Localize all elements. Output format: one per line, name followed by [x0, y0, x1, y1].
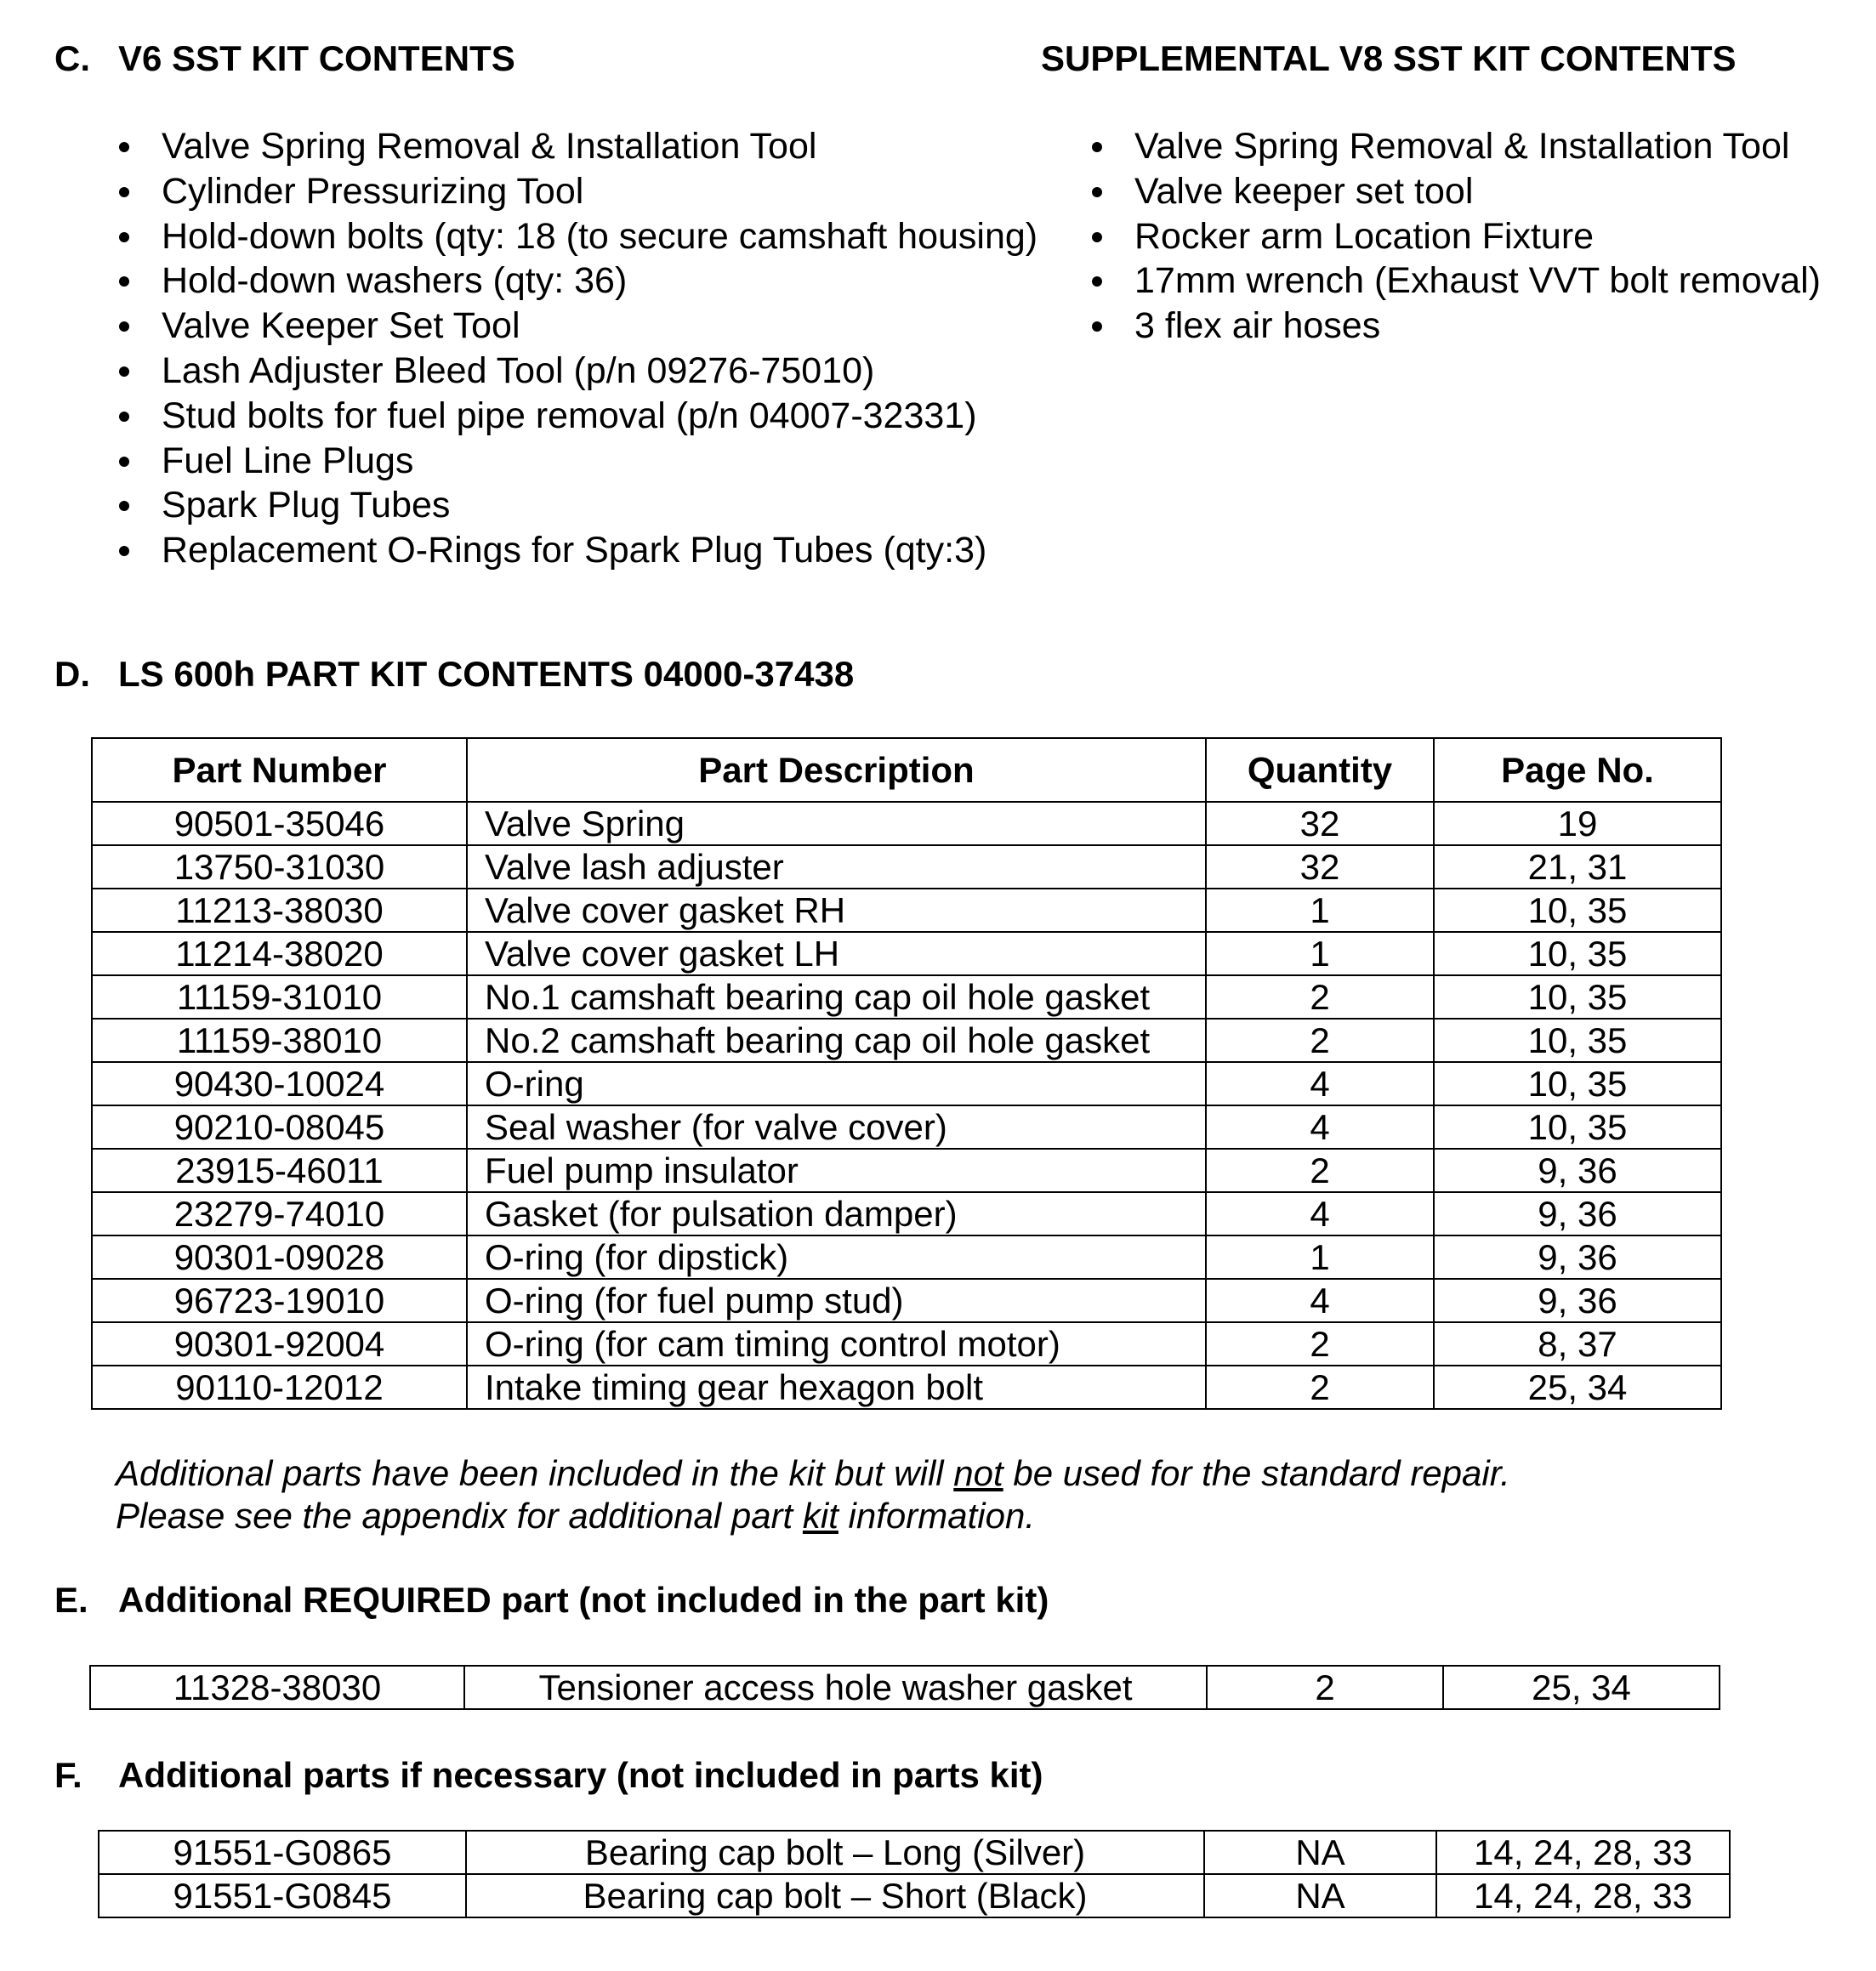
- note-text: Please see the appendix for additional part: [116, 1496, 803, 1536]
- cell-part-number: 90501-35046: [92, 802, 467, 845]
- note-text: information.: [838, 1496, 1035, 1536]
- table-row: [99, 1831, 1730, 1874]
- cell-part-description: Tensioner access hole washer gasket: [464, 1666, 1207, 1709]
- cell-part-description: Bearing cap bolt – Short (Black): [466, 1874, 1204, 1917]
- cell-page-no: 25, 34: [1434, 1366, 1721, 1409]
- cell-part-description: O-ring: [467, 1062, 1206, 1105]
- cell-page-no: 19: [1434, 802, 1721, 845]
- list-item: Lash Adjuster Bleed Tool (p/n 09276-75010): [117, 349, 1037, 394]
- cell-part-number: 11213-38030: [92, 889, 467, 932]
- table-row: [92, 1322, 1721, 1366]
- list-item: Rocker arm Location Fixture: [1090, 214, 1821, 259]
- section-f-title: Additional parts if necessary (not included in parts kit): [118, 1755, 1043, 1795]
- required-part-table: [89, 1665, 1720, 1710]
- cell-part-description: Fuel pump insulator: [467, 1149, 1206, 1192]
- cell-part-description: Gasket (for pulsation damper): [467, 1192, 1206, 1235]
- cell-part-number: 91551-G0845: [99, 1874, 466, 1917]
- supplemental-title: SUPPLEMENTAL V8 SST KIT CONTENTS: [1041, 38, 1737, 78]
- cell-page-no: 10, 35: [1434, 975, 1721, 1019]
- section-c-heading: [54, 37, 515, 80]
- cell-page-no: 9, 36: [1434, 1149, 1721, 1192]
- list-item: Replacement O-Rings for Spark Plug Tubes (qty:3): [117, 528, 1037, 573]
- cell-part-number: 90301-09028: [92, 1235, 467, 1279]
- section-c-title: V6 SST KIT CONTENTS: [118, 38, 515, 78]
- cell-part-number: 11328-38030: [90, 1666, 464, 1709]
- note-text: Additional parts have been included in the kit but will: [116, 1453, 954, 1493]
- cell-part-number: 11214-38020: [92, 932, 467, 975]
- cell-part-number: 23279-74010: [92, 1192, 467, 1235]
- cell-quantity: 2: [1206, 975, 1434, 1019]
- cell-part-number: 11159-31010: [92, 975, 467, 1019]
- section-d-heading: [54, 653, 854, 696]
- cell-quantity: 2: [1206, 1149, 1434, 1192]
- cell-part-number: 91551-G0865: [99, 1831, 466, 1874]
- list-item: 17mm wrench (Exhaust VVT bolt removal): [1090, 258, 1821, 304]
- section-e-heading: [54, 1579, 1049, 1622]
- cell-part-description: Valve cover gasket RH: [467, 889, 1206, 932]
- list-item: Valve Spring Removal & Installation Tool: [1090, 124, 1821, 169]
- list-item: 3 flex air hoses: [1090, 304, 1821, 349]
- cell-page-no: 9, 36: [1434, 1235, 1721, 1279]
- cell-part-description: Valve Spring: [467, 802, 1206, 845]
- cell-page-no: 8, 37: [1434, 1322, 1721, 1366]
- cell-part-description: Intake timing gear hexagon bolt: [467, 1366, 1206, 1409]
- cell-part-number: 13750-31030: [92, 845, 467, 889]
- cell-part-description: O-ring (for fuel pump stud): [467, 1279, 1206, 1322]
- cell-page-no: 10, 35: [1434, 1019, 1721, 1062]
- header-part-description: Part Description: [467, 738, 1206, 802]
- cell-quantity: 1: [1206, 932, 1434, 975]
- cell-quantity: 4: [1206, 1279, 1434, 1322]
- section-d-title: LS 600h PART KIT CONTENTS 04000-37438: [118, 654, 855, 694]
- list-item: Spark Plug Tubes: [117, 483, 1037, 528]
- table-row: [92, 1279, 1721, 1322]
- cell-page-no: 10, 35: [1434, 932, 1721, 975]
- list-item: Cylinder Pressurizing Tool: [117, 169, 1037, 214]
- cell-page-no: 14, 24, 28, 33: [1436, 1874, 1730, 1917]
- cell-part-description: No.2 camshaft bearing cap oil hole gasket: [467, 1019, 1206, 1062]
- cell-quantity: 2: [1206, 1366, 1434, 1409]
- cell-quantity: 2: [1206, 1322, 1434, 1366]
- table-row: [92, 1235, 1721, 1279]
- table-row: [92, 1105, 1721, 1149]
- cell-part-description: Valve lash adjuster: [467, 845, 1206, 889]
- cell-page-no: 25, 34: [1443, 1666, 1720, 1709]
- list-item: Hold-down washers (qty: 36): [117, 258, 1037, 304]
- cell-quantity: 32: [1206, 845, 1434, 889]
- cell-part-description: Bearing cap bolt – Long (Silver): [466, 1831, 1204, 1874]
- cell-part-description: Valve cover gasket LH: [467, 932, 1206, 975]
- list-item: Fuel Line Plugs: [117, 439, 1037, 484]
- cell-page-no: 9, 36: [1434, 1192, 1721, 1235]
- section-f-letter: F.: [54, 1755, 82, 1795]
- part-kit-table: [91, 737, 1722, 1410]
- section-e-letter: E.: [54, 1580, 88, 1620]
- table-row: [92, 845, 1721, 889]
- cell-quantity: 2: [1206, 1019, 1434, 1062]
- table-row: [92, 1366, 1721, 1409]
- cell-part-number: 90301-92004: [92, 1322, 467, 1366]
- table-row: [92, 975, 1721, 1019]
- table-row: [92, 1019, 1721, 1062]
- note-underline: not: [953, 1453, 1003, 1493]
- supplemental-heading: [1041, 37, 1737, 80]
- cell-quantity: 2: [1207, 1666, 1443, 1709]
- cell-quantity: NA: [1204, 1831, 1436, 1874]
- cell-part-description: O-ring (for cam timing control motor): [467, 1322, 1206, 1366]
- cell-quantity: 4: [1206, 1105, 1434, 1149]
- section-e-title: Additional REQUIRED part (not included in the part kit): [118, 1580, 1049, 1620]
- table-row: [99, 1874, 1730, 1917]
- v6-sst-kit-list: [117, 124, 1037, 573]
- cell-page-no: 14, 24, 28, 33: [1436, 1831, 1730, 1874]
- cell-part-number: 90430-10024: [92, 1062, 467, 1105]
- cell-quantity: 1: [1206, 889, 1434, 932]
- cell-quantity: 1: [1206, 1235, 1434, 1279]
- header-quantity: Quantity: [1206, 738, 1434, 802]
- v8-sst-kit-list: [1090, 124, 1821, 349]
- list-item: Valve Keeper Set Tool: [117, 304, 1037, 349]
- table-row: [92, 802, 1721, 845]
- cell-quantity: 4: [1206, 1192, 1434, 1235]
- cell-quantity: 32: [1206, 802, 1434, 845]
- section-c-letter: C.: [54, 38, 90, 78]
- additional-parts-note-line-1: [116, 1452, 1510, 1495]
- list-item: Valve keeper set tool: [1090, 169, 1821, 214]
- note-text: be used for the standard repair.: [1003, 1453, 1510, 1493]
- table-row: [90, 1666, 1720, 1709]
- cell-page-no: 9, 36: [1434, 1279, 1721, 1322]
- cell-page-no: 10, 35: [1434, 1105, 1721, 1149]
- cell-page-no: 21, 31: [1434, 845, 1721, 889]
- cell-part-number: 90210-08045: [92, 1105, 467, 1149]
- section-f-heading: [54, 1754, 1043, 1797]
- cell-part-number: 96723-19010: [92, 1279, 467, 1322]
- additional-parts-note-line-2: [116, 1495, 1035, 1537]
- table-row: [92, 932, 1721, 975]
- cell-part-number: 90110-12012: [92, 1366, 467, 1409]
- table-row: [92, 1149, 1721, 1192]
- cell-part-description: Seal washer (for valve cover): [467, 1105, 1206, 1149]
- list-item: Valve Spring Removal & Installation Tool: [117, 124, 1037, 169]
- table-row: [92, 889, 1721, 932]
- list-item: Stud bolts for fuel pipe removal (p/n 04007-32331): [117, 394, 1037, 439]
- header-page-no: Page No.: [1434, 738, 1721, 802]
- table-row: [92, 1062, 1721, 1105]
- header-part-number: Part Number: [92, 738, 467, 802]
- section-d-letter: D.: [54, 654, 90, 694]
- cell-part-description: O-ring (for dipstick): [467, 1235, 1206, 1279]
- note-underline: kit: [802, 1496, 839, 1536]
- cell-part-description: No.1 camshaft bearing cap oil hole gasket: [467, 975, 1206, 1019]
- list-item: Hold-down bolts (qty: 18 (to secure camshaft housing): [117, 214, 1037, 259]
- cell-quantity: 4: [1206, 1062, 1434, 1105]
- cell-part-number: 11159-38010: [92, 1019, 467, 1062]
- table-header-row: [92, 738, 1721, 802]
- table-row: [92, 1192, 1721, 1235]
- cell-page-no: 10, 35: [1434, 1062, 1721, 1105]
- cell-part-number: 23915-46011: [92, 1149, 467, 1192]
- cell-page-no: 10, 35: [1434, 889, 1721, 932]
- cell-quantity: NA: [1204, 1874, 1436, 1917]
- optional-parts-table: [98, 1830, 1731, 1918]
